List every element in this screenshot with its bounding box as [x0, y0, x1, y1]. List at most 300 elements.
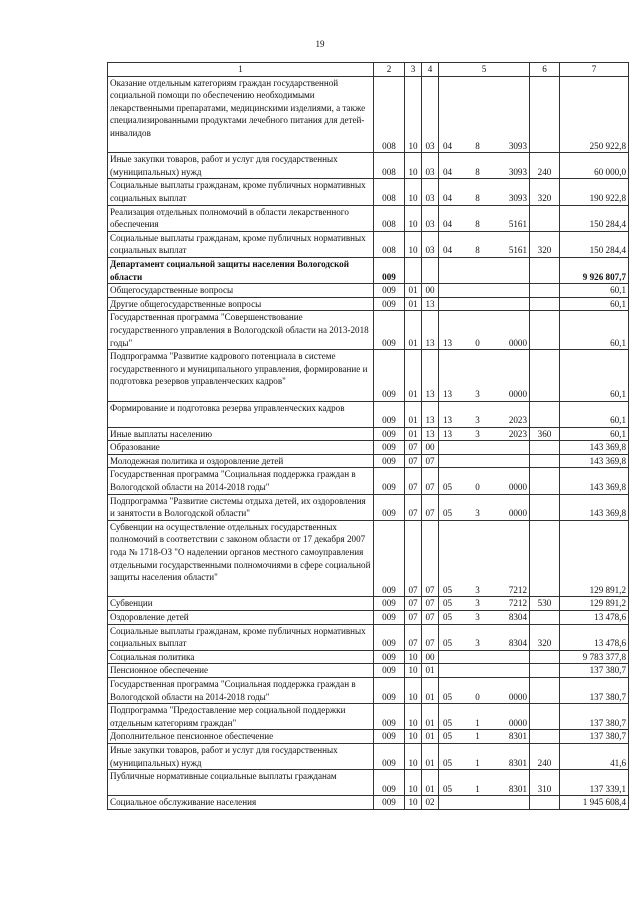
subsection-code: 03 — [422, 76, 439, 153]
expense-type-code: 320 — [530, 624, 560, 650]
grbs-code: 009 — [374, 454, 405, 468]
direction-code: 0000 — [508, 482, 527, 493]
section-code: 10 — [405, 76, 422, 153]
direction-code: 0000 — [508, 691, 527, 702]
subsection-code: 07 — [422, 494, 439, 520]
section-code: 10 — [405, 796, 422, 810]
section-code — [405, 257, 422, 283]
table-row — [108, 179, 629, 205]
subprogram-code: 1 — [475, 731, 480, 742]
target-article-parts — [441, 637, 527, 650]
target-article-code — [439, 231, 530, 257]
section-code: 01 — [405, 401, 422, 427]
header-cell: 6 — [530, 63, 560, 77]
target-article-parts — [441, 584, 527, 597]
table-row — [108, 704, 629, 730]
table-row — [108, 76, 629, 153]
program-code: 04 — [442, 192, 453, 203]
section-code: 10 — [405, 179, 422, 205]
target-article-parts — [441, 166, 527, 179]
expense-type-code: 530 — [530, 597, 560, 611]
section-code: 07 — [405, 454, 422, 468]
target-article-code — [439, 704, 530, 730]
expense-type-code — [530, 401, 560, 427]
amount: 13 478,6 — [560, 611, 629, 625]
section-code: 10 — [405, 664, 422, 678]
subsection-code: 07 — [422, 611, 439, 625]
program-code: 04 — [442, 140, 453, 151]
table-row — [108, 350, 629, 401]
grbs-code: 009 — [374, 401, 405, 427]
target-article-code — [439, 427, 530, 441]
row-name: Государственная программа "Социальная поддержка граждан в Вологодской области на 2014-2018 годы" — [108, 678, 374, 704]
grbs-code: 009 — [374, 796, 405, 810]
subsection-code — [422, 257, 439, 283]
program-code: 05 — [442, 508, 453, 519]
amount: 129 891,2 — [560, 597, 629, 611]
subprogram-code: 3 — [475, 388, 480, 399]
expense-type-code — [530, 664, 560, 678]
direction-code: 8301 — [508, 731, 527, 742]
program-code: 04 — [442, 166, 453, 177]
row-name: Подпрограмма "Развитие системы отдыха детей, их оздоровления и занятости в Вологодской области" — [108, 494, 374, 520]
section-code: 10 — [405, 730, 422, 744]
subsection-code: 03 — [422, 153, 439, 179]
amount: 60,1 — [560, 427, 629, 441]
target-article-parts — [441, 717, 527, 730]
direction-code: 8301 — [508, 783, 527, 794]
table-row — [108, 730, 629, 744]
subprogram-code: 8 — [475, 245, 480, 256]
table-row — [108, 678, 629, 704]
section-code: 01 — [405, 350, 422, 401]
subprogram-code: 3 — [475, 584, 480, 595]
grbs-code: 009 — [374, 730, 405, 744]
target-article-parts — [441, 428, 527, 441]
amount: 60 000,0 — [560, 153, 629, 179]
grbs-code: 009 — [374, 427, 405, 441]
grbs-code: 009 — [374, 597, 405, 611]
subsection-code: 00 — [422, 284, 439, 298]
row-name: Формирование и подготовка резерва управленческих кадров — [108, 401, 374, 427]
target-article-parts — [441, 611, 527, 624]
expense-type-code — [530, 796, 560, 810]
section-code: 07 — [405, 494, 422, 520]
row-name: Социальные выплаты гражданам, кроме публичных нормативных социальных выплат — [108, 231, 374, 257]
target-article-code — [439, 796, 530, 810]
expense-type-code — [530, 454, 560, 468]
subsection-code: 07 — [422, 468, 439, 494]
program-code: 05 — [442, 691, 453, 702]
budget-table — [107, 62, 629, 810]
program-code: 13 — [442, 428, 453, 439]
table-row — [108, 796, 629, 810]
subsection-code: 13 — [422, 401, 439, 427]
grbs-code: 009 — [374, 624, 405, 650]
row-name: Иные выплаты населению — [108, 427, 374, 441]
grbs-code: 009 — [374, 664, 405, 678]
target-article-parts — [441, 192, 527, 205]
expense-type-code — [530, 297, 560, 311]
amount: 143 369,8 — [560, 454, 629, 468]
subprogram-code: 3 — [475, 638, 480, 649]
row-name: Публичные нормативные социальные выплаты гражданам — [108, 770, 374, 796]
grbs-code: 009 — [374, 441, 405, 455]
amount: 143 369,8 — [560, 468, 629, 494]
header-cell: 3 — [405, 63, 422, 77]
program-code: 05 — [442, 731, 453, 742]
table-row — [108, 468, 629, 494]
subsection-code: 03 — [422, 179, 439, 205]
row-name: Социальные выплаты гражданам, кроме публичных нормативных социальных выплат — [108, 624, 374, 650]
direction-code: 0000 — [508, 337, 527, 348]
grbs-code: 009 — [374, 468, 405, 494]
expense-type-code: 240 — [530, 153, 560, 179]
grbs-code: 008 — [374, 205, 405, 231]
program-code: 04 — [442, 219, 453, 230]
expense-type-code — [530, 678, 560, 704]
target-article-code — [439, 664, 530, 678]
subprogram-code: 3 — [475, 415, 480, 426]
target-article-code — [439, 153, 530, 179]
direction-code: 3093 — [508, 192, 527, 203]
target-article-parts — [441, 757, 527, 770]
target-article-parts — [441, 507, 527, 520]
direction-code: 2023 — [508, 428, 527, 439]
expense-type-code — [530, 611, 560, 625]
section-code: 10 — [405, 770, 422, 796]
target-article-parts — [441, 783, 527, 796]
target-article-parts — [441, 218, 527, 231]
amount: 60,1 — [560, 297, 629, 311]
section-code: 07 — [405, 597, 422, 611]
target-article-code — [439, 401, 530, 427]
table-body — [108, 63, 629, 810]
grbs-code: 009 — [374, 704, 405, 730]
amount: 41,6 — [560, 743, 629, 769]
table-row — [108, 311, 629, 350]
direction-code: 3093 — [508, 140, 527, 151]
subsection-code: 01 — [422, 730, 439, 744]
subprogram-code: 8 — [475, 192, 480, 203]
row-name: Иные закупки товаров, работ и услуг для государственных (муниципальных) нужд — [108, 743, 374, 769]
direction-code: 0000 — [508, 388, 527, 399]
target-article-parts — [441, 337, 527, 350]
amount: 250 922,8 — [560, 76, 629, 153]
target-article-parts — [441, 691, 527, 704]
subsection-code: 01 — [422, 704, 439, 730]
subsection-code: 13 — [422, 311, 439, 350]
header-cell: 7 — [560, 63, 629, 77]
subprogram-code: 8 — [475, 166, 480, 177]
direction-code: 5161 — [508, 245, 527, 256]
table-row — [108, 427, 629, 441]
grbs-code: 009 — [374, 650, 405, 664]
subsection-code: 13 — [422, 297, 439, 311]
amount: 150 284,4 — [560, 231, 629, 257]
subprogram-code: 0 — [475, 691, 480, 702]
target-article-parts — [441, 140, 527, 153]
expense-type-code: 310 — [530, 770, 560, 796]
subsection-code: 07 — [422, 597, 439, 611]
row-name: Государственная программа "Совершенствование государственного управления в Вологодской области на 2013-2018 годы" — [108, 311, 374, 350]
section-code: 07 — [405, 468, 422, 494]
program-code: 05 — [442, 584, 453, 595]
program-code: 13 — [442, 415, 453, 426]
section-code: 10 — [405, 205, 422, 231]
expense-type-code — [530, 468, 560, 494]
target-article-code — [439, 730, 530, 744]
subsection-code: 07 — [422, 624, 439, 650]
target-article-code — [439, 650, 530, 664]
table-row — [108, 743, 629, 769]
table-row — [108, 284, 629, 298]
direction-code: 0000 — [508, 508, 527, 519]
table-row — [108, 297, 629, 311]
row-name: Образование — [108, 441, 374, 455]
amount: 150 284,4 — [560, 205, 629, 231]
row-name: Молодежная политика и оздоровление детей — [108, 454, 374, 468]
table-row — [108, 611, 629, 625]
page-number: 19 — [315, 39, 325, 49]
program-code: 13 — [442, 337, 453, 348]
table-row — [108, 597, 629, 611]
direction-code: 3093 — [508, 166, 527, 177]
target-article-code — [439, 441, 530, 455]
row-name: Подпрограмма "Развитие кадрового потенциала в системе государственного и муниципального управления, формирование и подготовка резервов управленческих кадров" — [108, 350, 374, 401]
grbs-code: 009 — [374, 678, 405, 704]
target-article-parts — [441, 388, 527, 401]
grbs-code: 008 — [374, 231, 405, 257]
subsection-code: 00 — [422, 441, 439, 455]
direction-code: 5161 — [508, 219, 527, 230]
section-code: 10 — [405, 231, 422, 257]
subsection-code: 13 — [422, 350, 439, 401]
expense-type-code: 240 — [530, 743, 560, 769]
table-row — [108, 454, 629, 468]
expense-type-code — [530, 311, 560, 350]
amount: 60,1 — [560, 350, 629, 401]
grbs-code: 008 — [374, 153, 405, 179]
target-article-code — [439, 284, 530, 298]
target-article-code — [439, 454, 530, 468]
amount: 1 945 608,4 — [560, 796, 629, 810]
section-code: 01 — [405, 284, 422, 298]
target-article-parts — [441, 414, 527, 427]
expense-type-code: 320 — [530, 231, 560, 257]
section-code: 10 — [405, 650, 422, 664]
section-code: 01 — [405, 311, 422, 350]
amount: 137 380,7 — [560, 730, 629, 744]
amount: 9 783 377,8 — [560, 650, 629, 664]
grbs-code: 009 — [374, 284, 405, 298]
target-article-code — [439, 494, 530, 520]
amount: 60,1 — [560, 284, 629, 298]
target-article-code — [439, 678, 530, 704]
amount: 137 380,7 — [560, 664, 629, 678]
subprogram-code: 3 — [475, 508, 480, 519]
header-row — [108, 63, 629, 77]
expense-type-code — [530, 284, 560, 298]
amount: 137 380,7 — [560, 704, 629, 730]
direction-code: 0000 — [508, 717, 527, 728]
section-code: 07 — [405, 624, 422, 650]
target-article-code — [439, 624, 530, 650]
table-row — [108, 205, 629, 231]
subsection-code: 01 — [422, 664, 439, 678]
subsection-code: 03 — [422, 205, 439, 231]
subprogram-code: 3 — [475, 598, 480, 609]
expense-type-code — [530, 704, 560, 730]
row-name: Общегосударственные вопросы — [108, 284, 374, 298]
target-article-code — [439, 205, 530, 231]
target-article-code — [439, 350, 530, 401]
program-code: 05 — [442, 638, 453, 649]
subprogram-code: 1 — [475, 783, 480, 794]
subsection-code: 03 — [422, 231, 439, 257]
amount: 60,1 — [560, 401, 629, 427]
header-cell: 5 — [439, 63, 530, 77]
subprogram-code: 1 — [475, 757, 480, 768]
amount: 143 369,8 — [560, 494, 629, 520]
target-article-code — [439, 743, 530, 769]
section-code: 07 — [405, 520, 422, 597]
target-article-code — [439, 297, 530, 311]
target-article-parts — [441, 481, 527, 494]
header-cell: 4 — [422, 63, 439, 77]
section-code: 10 — [405, 153, 422, 179]
expense-type-code — [530, 350, 560, 401]
table-row — [108, 441, 629, 455]
row-name: Дополнительное пенсионное обеспечение — [108, 730, 374, 744]
amount: 13 478,6 — [560, 624, 629, 650]
subsection-code: 13 — [422, 427, 439, 441]
program-code: 13 — [442, 388, 453, 399]
subsection-code: 07 — [422, 454, 439, 468]
direction-code: 8304 — [508, 612, 527, 623]
section-code: 10 — [405, 743, 422, 769]
grbs-code: 009 — [374, 297, 405, 311]
row-name: Реализация отдельных полномочий в области лекарственного обеспечения — [108, 205, 374, 231]
amount: 129 891,2 — [560, 520, 629, 597]
subsection-code: 02 — [422, 796, 439, 810]
amount: 60,1 — [560, 311, 629, 350]
target-article-code — [439, 311, 530, 350]
grbs-code: 009 — [374, 520, 405, 597]
subprogram-code: 0 — [475, 337, 480, 348]
subsection-code: 00 — [422, 650, 439, 664]
target-article-parts — [441, 597, 527, 610]
target-article-code — [439, 520, 530, 597]
section-code: 10 — [405, 704, 422, 730]
amount: 9 926 807,7 — [560, 257, 629, 283]
amount: 190 922,8 — [560, 179, 629, 205]
program-code: 05 — [442, 783, 453, 794]
program-code: 05 — [442, 598, 453, 609]
row-name: Социальное обслуживание населения — [108, 796, 374, 810]
row-name: Оздоровление детей — [108, 611, 374, 625]
grbs-code: 009 — [374, 611, 405, 625]
program-code: 05 — [442, 757, 453, 768]
subprogram-code: 3 — [475, 612, 480, 623]
subprogram-code: 3 — [475, 428, 480, 439]
amount: 137 380,7 — [560, 678, 629, 704]
table-row — [108, 401, 629, 427]
header-cell: 2 — [374, 63, 405, 77]
subsection-code: 01 — [422, 743, 439, 769]
target-article-code — [439, 179, 530, 205]
row-name: Подпрограмма "Предоставление мер социальной поддержки отдельным категориям граждан" — [108, 704, 374, 730]
expense-type-code: 360 — [530, 427, 560, 441]
row-name: Другие общегосударственные вопросы — [108, 297, 374, 311]
grbs-code: 009 — [374, 350, 405, 401]
row-name: Оказание отдельным категориям граждан государственной социальной помощи по обеспечению необходимыми лекарственными препаратами, медицинскими изделиями, а также специализированными продуктами лечебного питания для детей-инвалидов — [108, 76, 374, 153]
amount: 143 369,8 — [560, 441, 629, 455]
expense-type-code — [530, 257, 560, 283]
grbs-code: 008 — [374, 76, 405, 153]
section-code: 01 — [405, 427, 422, 441]
target-article-parts — [441, 730, 527, 743]
direction-code: 7212 — [508, 584, 527, 595]
direction-code: 7212 — [508, 598, 527, 609]
direction-code: 8301 — [508, 757, 527, 768]
subsection-code: 07 — [422, 520, 439, 597]
expense-type-code: 320 — [530, 179, 560, 205]
section-code: 01 — [405, 297, 422, 311]
table-row — [108, 231, 629, 257]
header-cell: 1 — [108, 63, 374, 77]
amount: 137 339,1 — [560, 770, 629, 796]
table-row — [108, 664, 629, 678]
section-code: 07 — [405, 611, 422, 625]
grbs-code: 009 — [374, 311, 405, 350]
table-row — [108, 494, 629, 520]
program-code: 05 — [442, 612, 453, 623]
subsection-code: 01 — [422, 770, 439, 796]
program-code: 05 — [442, 482, 453, 493]
row-name: Департамент социальной защиты населения Вологодской области — [108, 257, 374, 283]
target-article-code — [439, 597, 530, 611]
target-article-code — [439, 76, 530, 153]
expense-type-code — [530, 520, 560, 597]
target-article-code — [439, 611, 530, 625]
subprogram-code: 8 — [475, 140, 480, 151]
direction-code: 8304 — [508, 638, 527, 649]
row-name: Иные закупки товаров, работ и услуг для государственных (муниципальных) нужд — [108, 153, 374, 179]
expense-type-code — [530, 494, 560, 520]
expense-type-code — [530, 205, 560, 231]
row-name: Социальные выплаты гражданам, кроме публичных нормативных социальных выплат — [108, 179, 374, 205]
program-code: 05 — [442, 717, 453, 728]
target-article-parts — [441, 244, 527, 257]
subsection-code: 01 — [422, 678, 439, 704]
row-name: Субвенции на осуществление отдельных государственных полномочий в соответствии с законом области от 17 декабря 2007 года № 1718-ОЗ "О наделении органов местного самоуправления отдельными государственными полномочиями в сфере социальной защиты населения области" — [108, 520, 374, 597]
expense-type-code — [530, 730, 560, 744]
grbs-code: 009 — [374, 743, 405, 769]
row-name: Субвенции — [108, 597, 374, 611]
grbs-code: 008 — [374, 179, 405, 205]
subprogram-code: 1 — [475, 717, 480, 728]
table-row — [108, 257, 629, 283]
target-article-code — [439, 257, 530, 283]
subprogram-code: 8 — [475, 219, 480, 230]
subprogram-code: 0 — [475, 482, 480, 493]
row-name: Социальная политика — [108, 650, 374, 664]
table-row — [108, 650, 629, 664]
table-row — [108, 770, 629, 796]
row-name: Государственная программа "Социальная поддержка граждан в Вологодской области на 2014-2018 годы" — [108, 468, 374, 494]
program-code: 04 — [442, 245, 453, 256]
